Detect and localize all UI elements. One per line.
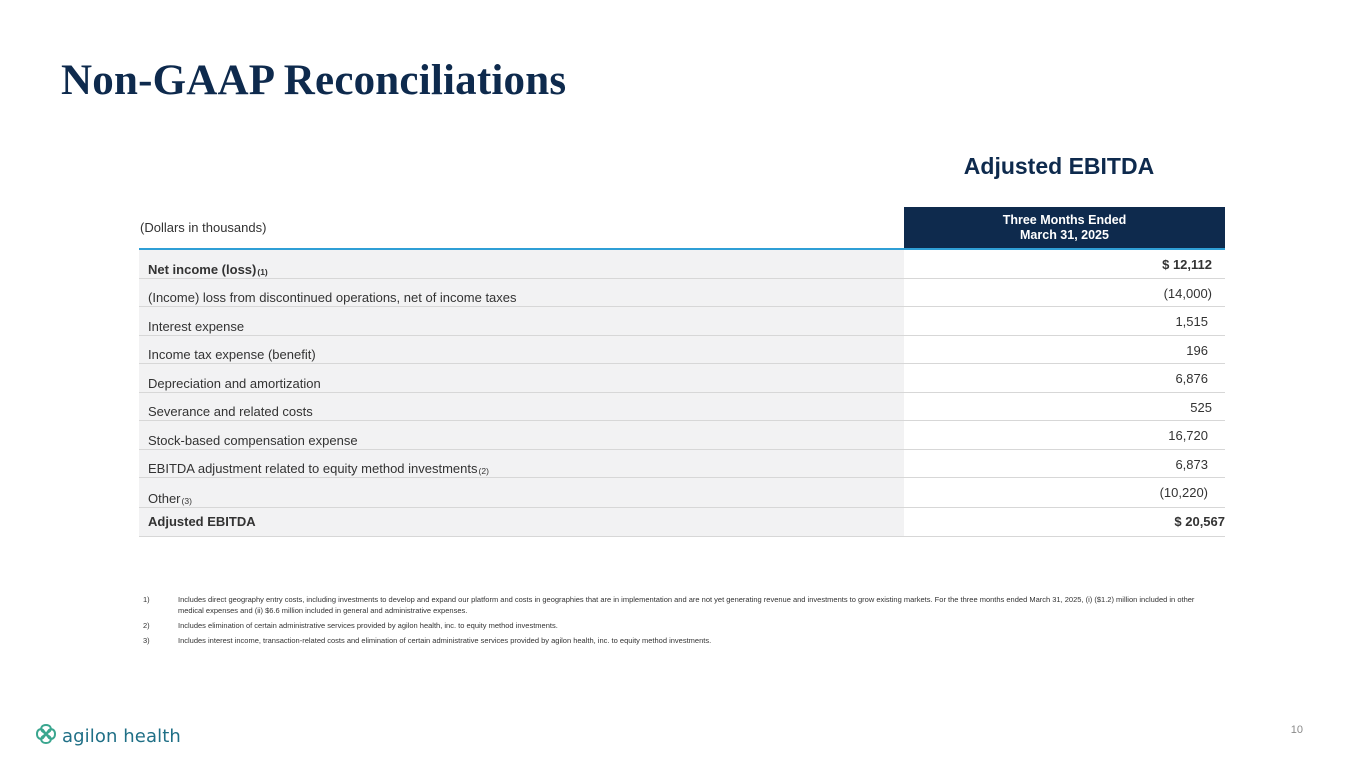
table-row [139,450,1225,479]
footnote-number: 2) [143,621,150,630]
table-row [139,279,1225,308]
footnote-text: Includes interest income, transaction-related costs and elimination of certain administrative services provided by agilon health, inc. to equity method investments. [178,636,712,645]
footnote [143,594,1213,616]
units-label: (Dollars in thousands) [140,220,267,235]
table-row [139,250,1225,279]
logo-text: agilon health [62,726,181,747]
row-value: (14,000) [1163,285,1212,301]
company-logo [34,722,181,751]
row-value: (10,220) [1159,485,1208,500]
agilon-health-logo-icon [34,722,58,751]
section-title: Adjusted EBITDA [963,153,1155,179]
footnote-text: Includes direct geography entry costs, including investments to develop and expand our platform and costs in geographies that are in implementation and are not yet generating revenue and investments to grow existing markets. For the three months ended March 31, 2025, (i) ($1.2) million included in other medical expenses and (ii) $6.6 million included in general and administrative expenses. [178,595,1195,615]
row-value: $ 12,112 [1162,257,1212,272]
row-label: Interest expense [139,307,904,335]
column-header-line1: Three Months Ended [1002,212,1127,227]
row-label: Income tax expense (benefit) [139,336,904,364]
row-value: 6,876 [1175,371,1208,386]
row-label: Stock-based compensation expense [139,421,904,449]
row-label: Depreciation and amortization [139,364,904,392]
table-header [139,207,1225,250]
row-value: 16,720 [1168,428,1208,443]
footnote [143,635,1213,646]
row-label: Severance and related costs [139,393,904,421]
footnote-ref: (1) [257,266,268,277]
row-label: Adjusted EBITDA [139,508,904,536]
table-row [139,336,1225,365]
table-row [139,478,1225,508]
row-label: EBITDA adjustment related to equity method investments (2) [139,450,904,478]
row-value: 196 [1186,342,1208,358]
row-label: (Income) loss from discontinued operations, net of income taxes [139,279,904,307]
footnote-text: Includes elimination of certain administrative services provided by agilon health, inc. to equity method investments. [178,621,558,630]
row-label: Other (3) [139,478,904,507]
footnote-number: 3) [143,636,150,645]
footnote-ref: (3) [181,496,192,506]
row-label: Net income (loss) (1) [139,250,904,278]
footnote-ref: (2) [478,466,489,476]
page-number: 10 [1290,724,1303,736]
table-row [139,393,1225,422]
footnote-number: 1) [143,595,150,604]
column-header-line2: March 31, 2025 [1020,227,1109,242]
footnotes [143,594,1213,650]
footnote [143,620,1213,631]
row-value: 1,515 [1175,314,1208,329]
row-value: $ 20,567 [1174,514,1225,530]
slide-title: Non-GAAP Reconciliations [61,57,567,104]
table-row [139,364,1225,393]
table-row [139,421,1225,450]
column-header [904,207,1225,248]
table-row [139,307,1225,336]
row-value: 525 [1190,399,1212,415]
row-value: 6,873 [1175,456,1208,472]
reconciliation-table [139,207,1225,537]
table-row-total [139,508,1225,537]
